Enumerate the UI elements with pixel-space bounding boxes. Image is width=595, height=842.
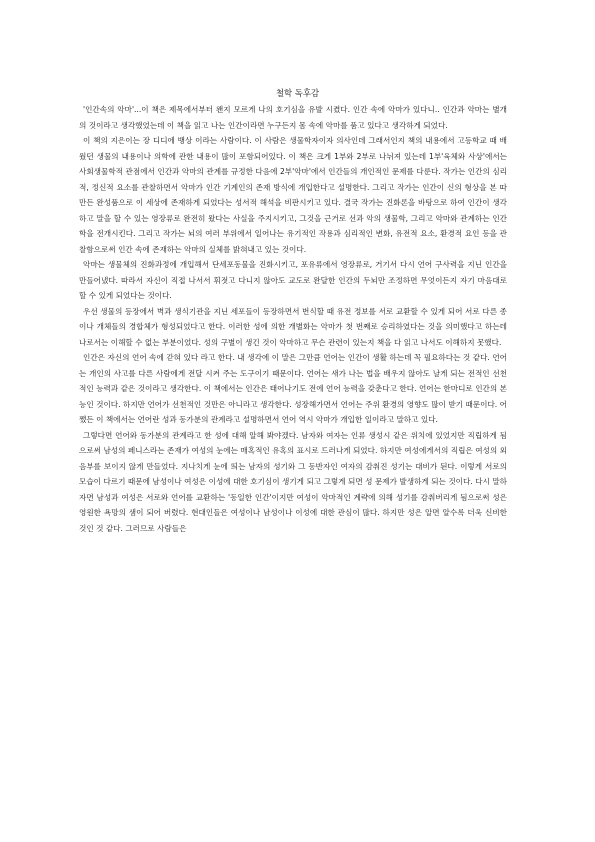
document-title: 철학 독후감 bbox=[275, 88, 320, 98]
document-body bbox=[79, 102, 507, 536]
paragraph-1: '인간속의 악마'...이 책은 제목에서부터 왠지 모르게 나의 호기심을 유발 시켰다. 인간 속에 악마가 있다니.. 인간과 악마는 별개의 것이라고 생각했었는데 이 책을 읽고 나는 인간이라면 누구든지 몸 속에 악마를 품고 있다고 생각하게 되었다. bbox=[79, 105, 507, 130]
paragraph-6: 그렇다면 언어와 동가분의 관계라고 한 성에 대해 알해 봐야겠다. 남자와 여자는 인류 생성시 같은 위치에 있었지만 직립하게 됨으로써 남성의 페니스라는 존재가 여성의 눈에는 매혹적인 유혹의 표시로 드러나게 되었다. 하지만 여성에게서의 직립은 여성의 외음부를 보이지 않게 만들었다. 지나치게 눈에 띄는 남자의 성기와 그 동반자인 여자의 감춰진 성기는 대비가 된다. 이렇게 서로의 모습이 다르기 때문에 남성이나 여성은 이성에 대한 호기심이 생기게 되고 그렇게 되면 성 문제가 발생하게 되는 것이다. 다시 말하자면 남성과 여성은 서로와 언어를 교환하는 '동일한 인간'이지만 여성이 악마적인 계략에 의해 성기를 감춰버리게 됨으로써 성은 영원한 욕망의 샘이 되어 버렸다. 현대인들은 여성이나 남성이나 이성에 대한 관심이 많다. 하지만 성은 알면 알수록 더욱 신비한 것인 것 같다. 그러므로 사람들은 bbox=[79, 430, 507, 533]
paragraph-5: 인간은 자신의 언어 속에 갇혀 있다 라고 한다. 내 생각에 이 말은 그만큼 언어는 인간이 생활 하는데 꼭 필요하다는 것 같다. 언어는 개인의 사고를 다른 사람에게 전달 시켜 주는 도구이기 때문이다. 언어는 새가 나는 법을 배우지 않아도 날게 되는 전적인 선천적인 능력과 같은 것이라고 생각한다. 이 책에서는 인간은 태어나기도 전에 언어 능력을 갖춘다고 한다. 언어는 한마디로 인간의 본능인 것이다. 하지만 언어가 선천적인 것만은 아니라고 생각한다. 성장해가면서 언어는 주위 환경의 영향도 많이 받기 때문이다. 어쨌든 이 책에서는 언어란 성과 동가분의 관계라고 설명하면서 언어 역시 악마가 개입한 일이라고 말하고 있다. bbox=[79, 353, 507, 424]
paragraph-3: 악마는 생물체의 진화과정에 개입해서 단세포동물을 진화시키고, 포유류에서 영장류로, 거기서 다시 언어 구사력을 지닌 인간을 만들어냈다. 따라서 자신이 직접 나서서 휘젓고 다니지 않아도 교도로 완달한 인간의 두뇌만 조정하면 무엇이든지 자기 마음대로 할 수 있게 되었다는 것이다. bbox=[79, 260, 507, 300]
paragraph-2: 이 책의 지은이는 장 디디에 뱅상 이라는 사람이다. 이 사람은 생물학자이자 의사인데 그래서인지 책의 내용에서 고등학교 때 배웠던 생물의 내용이나 의학에 관한 내용이 많이 포함되어있다. 이 책은 크게 1부와 2부로 나뉘져 있는데 1부'육체와 사상'에서는 사회생물학적 관점에서 인간과 악마의 관계를 규정한 다음에 2부'악마'에서 인간들의 개인적인 문제를 다룬다. 작가는 인간의 심리적, 정신적 요소를 관찰하면서 악마가 인간 기계인의 존재 방식에 개입한다고 설명한다. 그리고 작가는 인간이 신의 형상을 본 따 만든 완성품으로 이 세상에 존재하게 되었다는 성서적 해석을 비판시키고 있다. 결국 작가는 진화론을 바탕으로 하여 인간이 생각하고 말을 할 수 있는 영장류로 완전히 왔다는 사실을 주지시키고, 그것을 근거로 선과 악의 생물학, 그리고 악마와 관계하는 인간학을 전개시킨다. 그리고 작가는 뇌의 여러 부위에서 일어나는 유기적인 작용과 심리적인 변화, 유전적 요소, 환경적 요인 등을 관찰함으로써 인간 속에 존재하는 악마의 실체를 밝혀내고 있는 것이다. bbox=[79, 136, 507, 254]
paragraph-4: 우선 생물의 등장에서 벽과 생식기관을 지닌 세포들이 등장하면서 번식할 때 유전 정보를 서로 교환할 수 있게 되어 서로 다른 종이나 개체들의 경합체가 형성되었다고 한다. 이러한 성에 의한 개별화는 악마가 첫 번째로 승리하였다는 것을 의미했다고 하는데 나로서는 이해할 수 없는 부분이었다. 성의 구별이 생긴 것이 악마하고 무슨 관련이 있는지 책을 다 읽고 나서도 이해하지 못했다. bbox=[79, 306, 507, 347]
